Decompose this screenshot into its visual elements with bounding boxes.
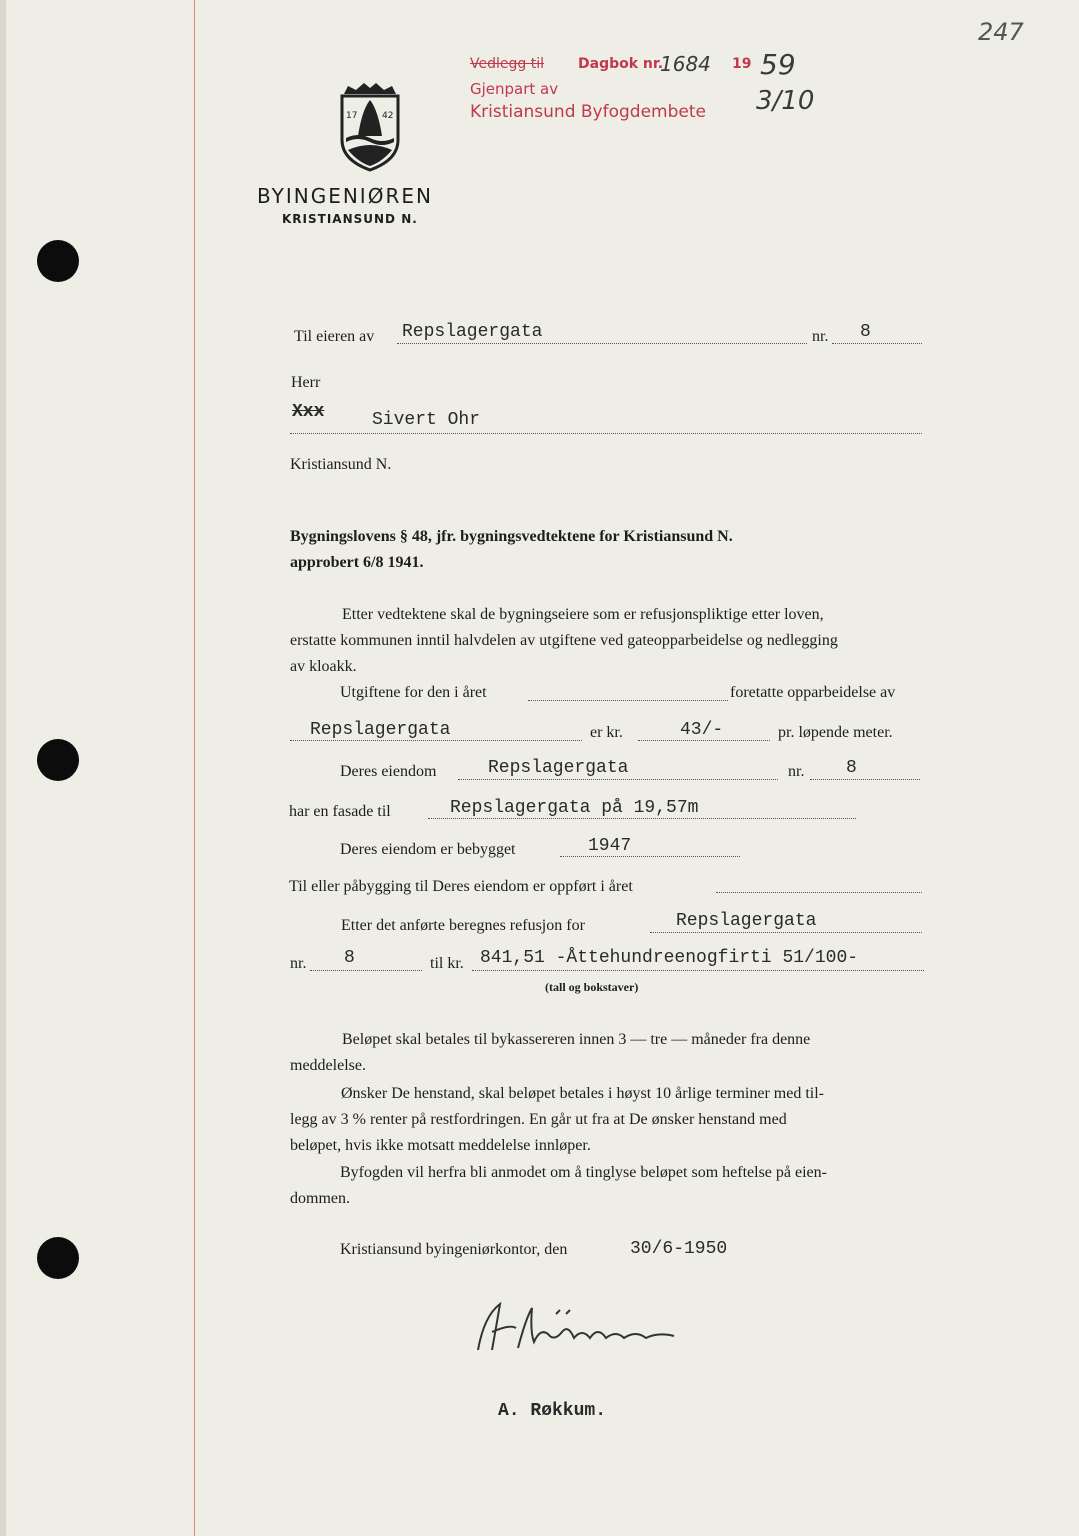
refund-nr: 8 bbox=[344, 948, 355, 968]
margin-line bbox=[194, 0, 195, 1536]
expenses-suffix: foretatte opparbeidelse av bbox=[730, 684, 896, 701]
til-kr-label: til kr. bbox=[430, 955, 464, 972]
property-nr-label: nr. bbox=[788, 763, 805, 780]
refund-amount: 841,51 -Åttehundreenogfirti 51/100- bbox=[480, 948, 859, 968]
pay1-line2: meddelelse. bbox=[290, 1057, 366, 1074]
property-nr: 8 bbox=[846, 758, 857, 778]
built-year: 1947 bbox=[588, 836, 632, 856]
property-street-line bbox=[458, 779, 778, 780]
office-label: Kristiansund byingeniørkontor, den bbox=[340, 1241, 568, 1258]
amount-per-meter: 43/- bbox=[680, 720, 724, 740]
stamp-copy-label: Gjenpart av bbox=[470, 80, 559, 98]
address-street: Repslagergata bbox=[402, 322, 543, 342]
address-nr-label: nr. bbox=[812, 328, 829, 345]
facade-value: Repslagergata på 19,57m bbox=[450, 798, 699, 818]
signature-icon bbox=[470, 1298, 682, 1362]
stamp-struck-text: Vedlegg til bbox=[470, 56, 544, 72]
stamp-dagbok-number: 1684 bbox=[660, 52, 711, 76]
punch-hole-middle bbox=[37, 739, 79, 781]
crest-logo bbox=[338, 80, 402, 172]
property-nr-line bbox=[810, 779, 920, 780]
legal-reference-line2: approbert 6/8 1941. bbox=[290, 554, 424, 571]
salutation: Herr bbox=[291, 374, 321, 391]
recipient-name: Sivert Ohr bbox=[372, 410, 481, 430]
refund-nr-label: nr. bbox=[290, 955, 307, 972]
refund-nr-line bbox=[310, 970, 422, 971]
amount-line bbox=[638, 740, 770, 741]
stamp-dagbok-label: Dagbok nr. bbox=[578, 56, 664, 72]
punch-hole-bottom bbox=[37, 1237, 79, 1279]
addition-line bbox=[716, 892, 922, 893]
refund-street-line bbox=[650, 932, 922, 933]
refund-street: Repslagergata bbox=[676, 911, 817, 931]
page-number: 247 bbox=[978, 18, 1024, 46]
nr-line bbox=[832, 343, 922, 344]
pay2-line3: beløpet, hvis ikke motsatt meddelelse innløper. bbox=[290, 1137, 591, 1154]
recipient-city: Kristiansund N. bbox=[290, 456, 392, 473]
street-line bbox=[397, 343, 807, 344]
legal-reference-line1: Bygningslovens § 48, jfr. bygningsvedtektene for Kristiansund N. bbox=[290, 528, 733, 545]
page-edge bbox=[0, 0, 6, 1536]
refund-label: Etter det anførte beregnes refusjon for bbox=[341, 917, 585, 934]
stamp bbox=[470, 48, 850, 152]
stamp-year-printed: 19 bbox=[732, 56, 752, 72]
built-label: Deres eiendom er bebygget bbox=[340, 841, 516, 858]
signer-name: A. Røkkum. bbox=[498, 1401, 607, 1421]
pay3-line2: dommen. bbox=[290, 1190, 350, 1207]
refund-amount-line bbox=[472, 970, 924, 971]
expenses-label: Utgiftene for den i året bbox=[340, 684, 487, 701]
crest-year-right: 42 bbox=[382, 111, 394, 121]
letterhead-subtitle: KRISTIANSUND N. bbox=[282, 212, 418, 226]
name-line bbox=[290, 433, 922, 434]
para1-line1: Etter vedtektene skal de bygningseiere som er refusjonspliktige etter loven, bbox=[342, 606, 824, 623]
para1-line2: erstatte kommunen inntil halvdelen av utgiftene ved gateopparbeidelse og nedlegging bbox=[290, 632, 838, 649]
er-kr-label: er kr. bbox=[590, 724, 623, 741]
per-meter-label: pr. løpende meter. bbox=[778, 724, 893, 741]
struck-text: Xxx bbox=[292, 402, 325, 422]
addition-label: Til eller påbygging til Deres eiendom er oppført i året bbox=[289, 878, 633, 895]
stamp-handwritten-date: 3/10 bbox=[756, 86, 815, 116]
footer-date: 30/6-1950 bbox=[630, 1239, 728, 1259]
crest-year-left: 17 bbox=[346, 111, 358, 121]
amount-note: (tall og bokstaver) bbox=[545, 980, 639, 994]
property-street: Repslagergata bbox=[488, 758, 629, 778]
pay1-line1: Beløpet skal betales til bykassereren innen 3 — tre — måneder fra denne bbox=[342, 1031, 811, 1048]
letterhead-title: BYINGENIØREN bbox=[257, 184, 433, 208]
property-label: Deres eiendom bbox=[340, 763, 437, 780]
facade-line bbox=[428, 818, 856, 819]
address-nr-value: 8 bbox=[860, 322, 871, 342]
pay2-line1: Ønsker De henstand, skal beløpet betales i høyst 10 årlige terminer med til- bbox=[341, 1085, 824, 1102]
to-owner-label: Til eieren av bbox=[294, 328, 375, 345]
para1-line3: av kloakk. bbox=[290, 658, 357, 675]
pay2-line2: legg av 3 % renter på restfordringen. En går ut fra at De ønsker henstand med bbox=[290, 1111, 787, 1128]
year-line bbox=[528, 700, 728, 701]
street-filled: Repslagergata bbox=[310, 720, 451, 740]
facade-label: har en fasade til bbox=[289, 803, 391, 820]
stamp-office: Kristiansund Byfogdembete bbox=[470, 102, 706, 122]
street-filled-line bbox=[290, 740, 582, 741]
stamp-year-handwritten: 59 bbox=[760, 48, 796, 81]
built-line bbox=[560, 856, 740, 857]
crest-icon bbox=[338, 80, 402, 172]
punch-hole-top bbox=[37, 240, 79, 282]
pay3-line1: Byfogden vil herfra bli anmodet om å tinglyse beløpet som heftelse på eien- bbox=[340, 1164, 827, 1181]
